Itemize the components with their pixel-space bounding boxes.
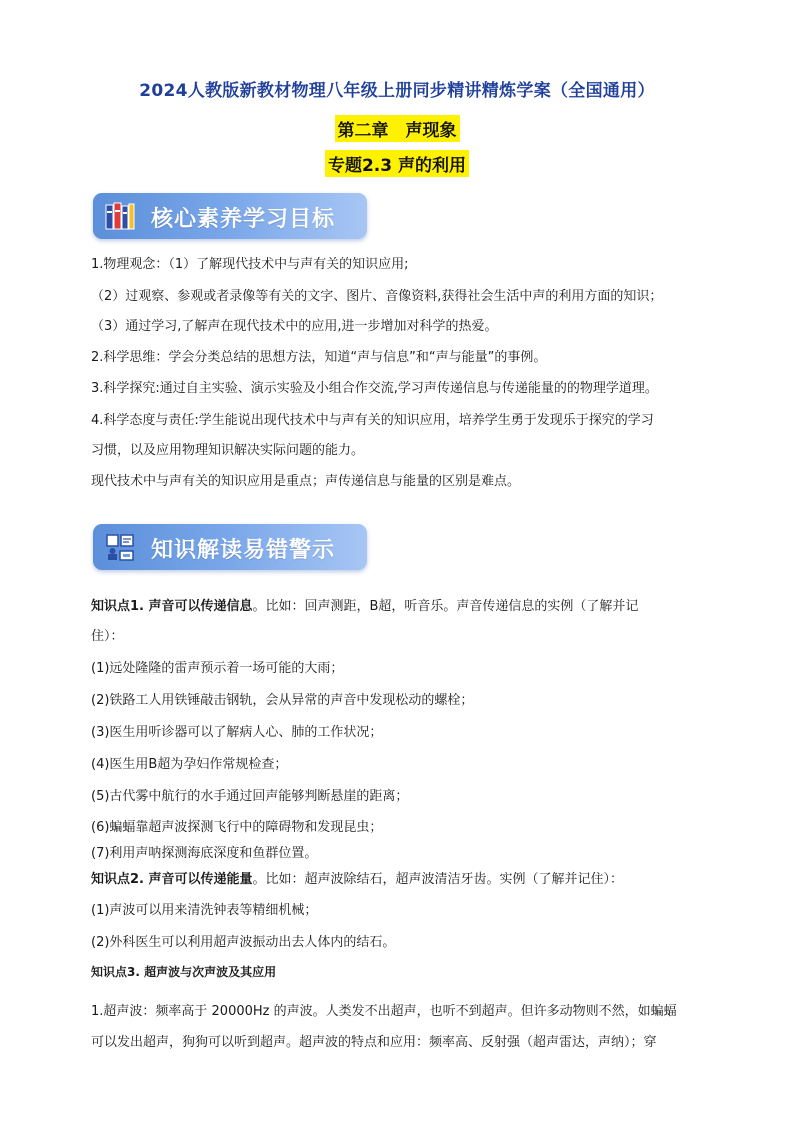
objective-line: 习惯，以及应用物理知识解决实际问题的能力。 — [91, 443, 365, 458]
banner-label: 核心素养学习目标 — [151, 207, 336, 232]
objective-line: （2）过观察、参观或者录像等有关的文字、图片、音像资料,获得社会生活中声的利用方面的知识； — [91, 289, 663, 304]
objective-summary: 现代技术中与声有关的知识应用是重点；声传递信息与能量的区别是难点。 — [91, 474, 521, 489]
kp-text: 住）： — [91, 629, 124, 644]
objective-line: 1.物理观念：（1）了解现代技术中与声有关的知识应用; — [91, 257, 409, 272]
chapter-line — [0, 115, 794, 142]
section-banner-knowledge — [93, 524, 367, 570]
kp-text: 。比如：超声波除结石，超声波清洁牙齿。实例（了解并记住）： — [252, 872, 624, 887]
list-item: (1)声波可以用来清洗钟表等精细机械； — [91, 903, 318, 918]
kp-heading: 知识点1. 声音可以传递信息 — [91, 599, 253, 614]
list-item: (4)医生用B超为孕妇作常规检查； — [91, 757, 288, 772]
objective-line: 2.科学思维：学会分类总结的思想方法，知道“声与信息”和“声与能量”的事例。 — [91, 350, 547, 365]
list-item: (6)蝙蝠靠超声波探测飞行中的障碍物和发现昆虫； — [91, 820, 383, 835]
objective-line: 3.科学探究:通过自主实验、演示实验及小组合作交流,学习声传递信息与传递能量的的物理学道理。 — [91, 381, 658, 396]
kp-heading: 知识点3. 超声波与次声波及其应用 — [91, 965, 277, 979]
list-item: (7)利用声呐探测海底深度和鱼群位置。 — [91, 846, 318, 861]
document-title: 2024人教版新教材物理八年级上册同步精讲精炼学案（全国通用） — [139, 81, 655, 101]
objective-line: （3）通过学习,了解声在现代技术中的应用,进一步增加对科学的热爱。 — [91, 319, 498, 334]
books-icon — [105, 201, 135, 231]
list-item: (3)医生用听诊器可以了解病人心、肺的工作状况； — [91, 725, 383, 740]
kp-text: 1.超声波：频率高于 20000Hz 的声波。人类发不出超声，也听不到超声。但许多动物则不然，如蝙蝠 — [91, 1004, 677, 1019]
kp-heading: 知识点2. 声音可以传递能量 — [91, 872, 253, 887]
list-item: (1)远处隆隆的雷声预示着一场可能的大雨； — [91, 661, 344, 676]
topic-line — [0, 150, 794, 177]
list-item: (5)古代雾中航行的水手通过回声能够判断悬崖的距离； — [91, 789, 409, 804]
banner-label: 知识解读易错警示 — [151, 538, 336, 563]
list-item: (2)铁路工人用铁锤敲击钢轨，会从异常的声音中发现松动的螺栓； — [91, 693, 474, 708]
kp-text: 。比如：回声测距，B超，听音乐。声音传递信息的实例（了解并记 — [252, 599, 639, 614]
objective-line: 4.科学态度与责任:学生能说出现代技术中与声有关的知识应用，培养学生勇于发现乐于探究的学习 — [91, 413, 654, 428]
kp-text: 可以发出超声，狗狗可以听到超声。超声波的特点和应用：频率高、反射强（超声雷达，声纳）；穿 — [91, 1035, 657, 1050]
knowledge-point-1 — [91, 598, 711, 615]
section-banner-objectives — [93, 193, 367, 239]
topic-title: 专题2.3 声的利用 — [325, 150, 469, 177]
chapter-title: 第二章 声现象 — [335, 115, 460, 142]
knowledge-point-2 — [91, 871, 711, 888]
presentation-icon — [105, 532, 135, 562]
list-item: (2)外科医生可以利用超声波振动出去人体内的结石。 — [91, 935, 396, 950]
knowledge-point-3 — [91, 964, 711, 981]
